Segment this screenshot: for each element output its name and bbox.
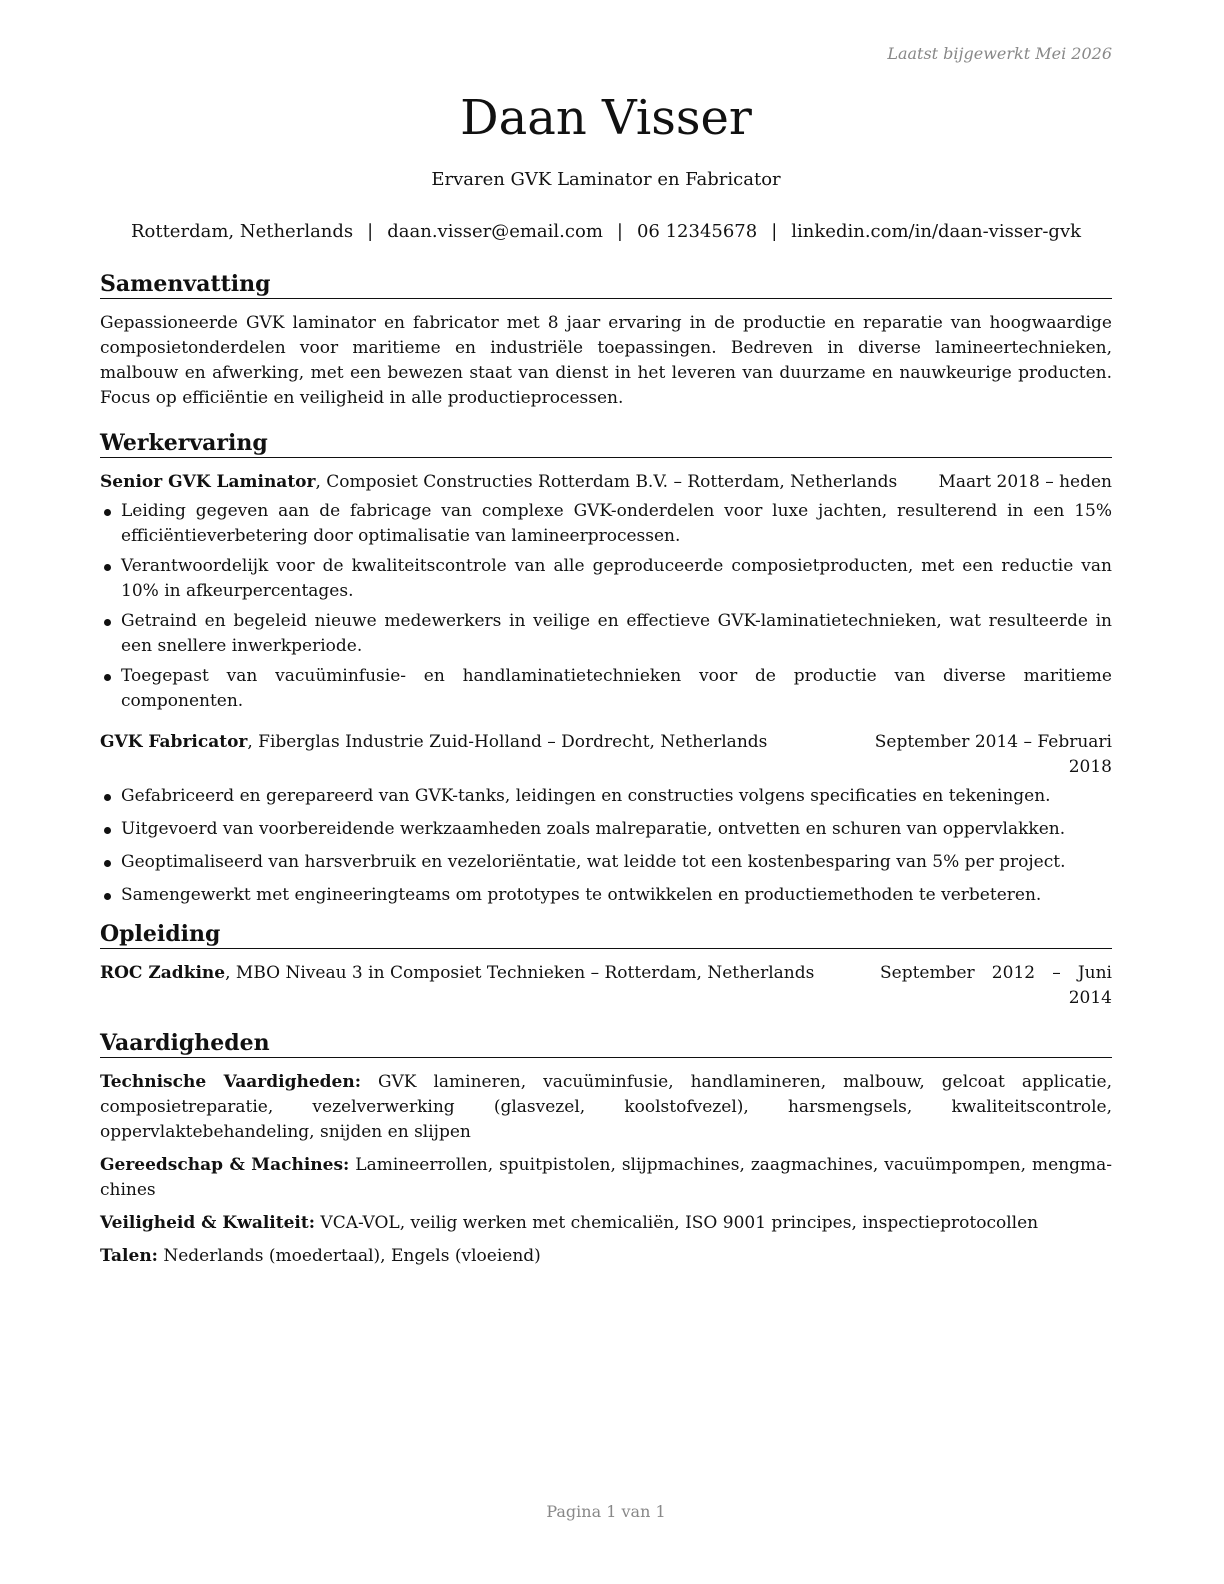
last-updated: Laatst bijgewerkt Mei 2026 bbox=[887, 44, 1112, 63]
skill-label: Gereedschap & Machines: bbox=[100, 1155, 350, 1175]
skill-label: Talen: bbox=[100, 1246, 158, 1266]
skills-section bbox=[100, 1029, 1112, 1277]
experience-section bbox=[100, 429, 1112, 916]
skill-row bbox=[100, 1244, 1112, 1269]
page-number: Pagina 1 van 1 bbox=[546, 1502, 666, 1521]
job-bullet: Toegepast van vacuüminfusie- en handlaminatietechnieken voor de productie van diverse maritieme componenten. bbox=[100, 664, 1112, 714]
contact-email[interactable]: daan.visser@email.com bbox=[387, 221, 603, 242]
candidate-headline: Ervaren GVK Laminator en Fabricator bbox=[431, 169, 781, 190]
education-title: Opleiding bbox=[100, 920, 1112, 949]
contact-phone: 06 12345678 bbox=[636, 221, 758, 242]
job-header bbox=[100, 730, 1112, 780]
education-program: , MBO Niveau 3 in Composiet Technieken – Rotterdam, Netherlands bbox=[225, 963, 815, 983]
skill-value: Nederlands (moedertaal), Engels (vloeiend) bbox=[157, 1246, 541, 1266]
contact-line bbox=[100, 220, 1112, 244]
job-bullet: Getraind en begeleid nieuwe medewerkers in veilige en effectieve GVK-laminatietechnieken, wat resulteerde in een snellere inwerkperiode. bbox=[100, 609, 1112, 659]
education-section bbox=[100, 920, 1112, 1011]
skills-title: Vaardigheden bbox=[100, 1029, 1112, 1058]
skill-value: VCA-VOL, veilig werken met chemicaliën, ISO 9001 principes, inspectieprotocollen bbox=[315, 1213, 1039, 1233]
job-employer: , Composiet Constructies Rotterdam B.V. – Rotterdam, Netherlands bbox=[315, 472, 898, 492]
contact-separator: | bbox=[367, 221, 374, 242]
job-header bbox=[100, 470, 1112, 495]
job-bullet: Samengewerkt met engineeringteams om prototypes te ontwikkelen en productiemethoden te verbeteren. bbox=[100, 883, 1112, 908]
summary-text: Gepassioneerde GVK laminator en fabricator met 8 jaar ervaring in de productie en reparatie van hoogwaardige composietonderdelen voor maritieme en industriële toepassingen. Bedreven in diverse lamineertechnieken, malbouw en afwerking, met een bewezen staat van dienst in het leveren van duurzame en nauwkeurige producten. Focus op efficiëntie en veiligheid in alle productieprocessen. bbox=[100, 313, 1112, 408]
summary-title: Samenvatting bbox=[100, 270, 1112, 299]
skill-label: Veiligheid & Kwaliteit: bbox=[100, 1213, 316, 1233]
skill-value: GVK lamineren, vacuüminfusie, handlamineren, malbouw, gelcoat applicatie, composietreparatie, vezelverwerking (glasvezel, koolstofvezel), harsmengsels, kwaliteitscontrole, oppervlaktebehandeling, snijden en slijpen bbox=[100, 1072, 1113, 1142]
job-role: Senior GVK Laminator bbox=[100, 472, 316, 492]
job-dates: Maart 2018 – heden bbox=[938, 472, 1112, 492]
job-entry bbox=[100, 730, 1112, 908]
contact-linkedin[interactable]: linkedin.com/in/daan-visser-gvk bbox=[791, 221, 1082, 242]
experience-title: Werkervaring bbox=[100, 429, 1112, 458]
contact-separator: | bbox=[771, 221, 778, 242]
contact-location: Rotterdam, Netherlands bbox=[130, 221, 354, 242]
summary-section bbox=[100, 270, 1112, 411]
skill-row bbox=[100, 1153, 1112, 1203]
job-bullet: Leiding gegeven aan de fabricage van complexe GVK-onderdelen voor luxe jachten, resulterend in een 15% efficiëntieverbetering door optimalisatie van lamineerprocessen. bbox=[100, 499, 1112, 549]
education-school: ROC Zadkine bbox=[100, 963, 226, 983]
job-entry bbox=[100, 470, 1112, 714]
job-bullets bbox=[100, 784, 1112, 908]
skill-label: Technische Vaardigheden: bbox=[100, 1072, 361, 1092]
education-entry bbox=[100, 961, 1112, 1011]
candidate-name: Daan Visser bbox=[460, 90, 752, 146]
skill-value: Lamineerrollen, spuitpistolen, slijpmachines, zaagmachines, vacuümpompen, mengmachines bbox=[100, 1155, 1112, 1200]
job-bullet: Geoptimaliseerd van harsverbruik en vezeloriëntatie, wat leidde tot een kostenbesparing van 5% per project. bbox=[100, 850, 1112, 875]
education-dates: September 2012 – Juni 2014 bbox=[880, 963, 1112, 1008]
job-dates: September 2014 – Februari 2018 bbox=[874, 732, 1112, 777]
job-bullet: Gefabriceerd en gerepareerd van GVK-tanks, leidingen en constructies volgens specificaties en tekeningen. bbox=[100, 784, 1112, 809]
job-employer: , Fiberglas Industrie Zuid-Holland – Dordrecht, Netherlands bbox=[247, 732, 768, 752]
contact-separator: | bbox=[616, 221, 623, 242]
job-role: GVK Fabricator bbox=[100, 732, 248, 752]
skill-row bbox=[100, 1070, 1112, 1145]
skill-row bbox=[100, 1211, 1112, 1236]
job-bullet: Verantwoordelijk voor de kwaliteitscontrole van alle geproduceerde composietproducten, met een reductie van 10% in afkeurpercentages. bbox=[100, 554, 1112, 604]
job-bullet: Uitgevoerd van voorbereidende werkzaamheden zoals malreparatie, ontvetten en schuren van oppervlakken. bbox=[100, 817, 1112, 842]
job-bullets bbox=[100, 499, 1112, 714]
